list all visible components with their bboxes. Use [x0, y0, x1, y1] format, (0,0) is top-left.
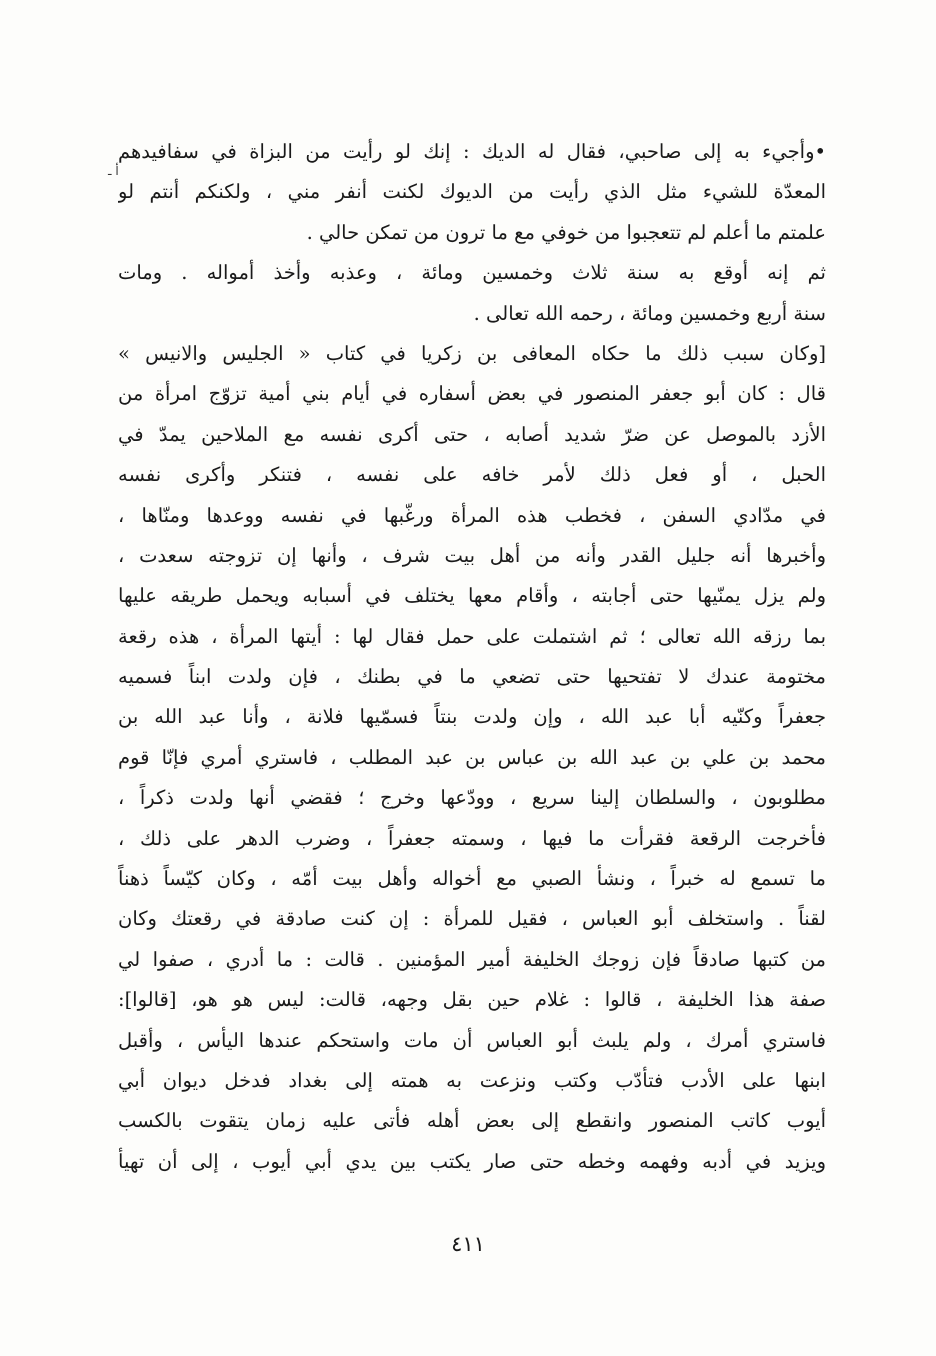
- text-line: وأخبرها أنه جليل القدر وأنه من أهل بيت شرف ، وأنها إن تزوجته سعدت ،: [118, 543, 826, 567]
- text-line: ولم يزل يمنّيها حتى أجابته ، وأقام معها يختلف في أسبابه ويحمل طريقه عليها: [118, 584, 826, 608]
- text-line: لقناً . واستخلف أبو العباس ، فقيل للمرأة : إن كنت صادقة في رقعتك وكان: [118, 907, 826, 931]
- text-line: سنة أربع وخمسين ومائة ، رحمه الله تعالى .: [473, 301, 826, 325]
- text-line: محمد بن علي بن عبد الله بن عباس بن عبد المطلب ، فاستري أمري فإنّا قوم: [118, 745, 826, 769]
- text-line: في مدّادي السفن ، فخطب هذه المرأة ورغّبها في نفسه ووعدها ومنّاها ،: [118, 503, 826, 527]
- text-line: أيوب كاتب المنصور وانقطع إلى بعض أهله فأتى عليه زمان يتقوت بالكسب: [118, 1109, 826, 1133]
- text-line: •وأجيء به إلى صاحبي، فقال له الديك : إنك لو رأيت من البزاة في سفافيدهم: [118, 140, 826, 163]
- text-line: ما تسمع له خبراً ، ونشأ الصبي مع أخواله وأهل بيت أمّه ، وكان كيّساً ذهناً: [118, 867, 826, 891]
- text-line: من كتبها صادقاً فإن زوجك الخليفة أمير المؤمنين . قالت : ما أدري ، صفوا لي: [118, 947, 826, 971]
- text-line: الحبل ، أو فعل ذلك لأمر خافه على نفسه ، فتنكر وأكرى نفسه: [118, 463, 826, 487]
- text-line: ثم إنه أوقع به سنة ثلاث وخمسين ومائة ، وعذبه وأخذ أمواله . ومات: [118, 261, 826, 285]
- text-line: ابنها على الأدب فتأدّب وكتب ونزعت به همته إلى بغداد فدخل ديوان أبي: [118, 1068, 826, 1092]
- text-line: مختومة عندك لا تفتحيها حتى تضعي ما في بطنك ، فإن ولدت ابناً فسميه: [118, 665, 826, 689]
- text-line: قال : كان أبو جعفر المنصور في بعض أسفاره في أيام بني أمية تزوّج امرأة من: [118, 382, 826, 406]
- text-line: فأخرجت الرقعة فقرأت ما فيها ، وسمته جعفراً ، وضرب الدهر على ذلك ،: [118, 826, 826, 850]
- body-text: [118, 132, 826, 1182]
- margin-mark: أ ـ: [108, 164, 119, 178]
- text-line: الأزد بالموصل عن ضرّ شديد أصابه ، حتى أكرى نفسه مع الملاحين يمدّ في: [118, 422, 826, 446]
- text-line: ويزيد في أدبه وفهمه وخطه حتى صار يكتب بين يدي أبي أيوب ، إلى أن تهيأ: [118, 1149, 826, 1173]
- text-line: علمتم ما أعلم لم تتعجبوا من خوفي مع ما ترون من تمكن حالي .: [306, 220, 826, 244]
- text-line: [وكان سبب ذلك ما حكاه المعافى بن زكريا في كتاب « الجليس والانيس »: [118, 341, 826, 365]
- text-line: فاستري أمرك ، ولم يلبث أبو العباس أن مات واستحكم عندها اليأس ، وأقبل: [118, 1028, 826, 1052]
- text-line: بما رزقه الله تعالى ؛ ثم اشتملت على حمل فقال لها : أيتها المرأة ، هذه رقعة: [118, 624, 826, 648]
- text-line: جعفراً وكنّيه أبا عبد الله ، وإن ولدت بنتاً فسمّيها فلانة ، وأنا عبد الله بن: [118, 705, 826, 729]
- page-number: ٤١١: [451, 1232, 485, 1256]
- text-line: صفة هذا الخليفة ، قالوا : غلام حين بقل وجهه، قالت: ليس هو هو، [قالوا]:: [118, 988, 826, 1012]
- text-line: مطلوبون ، والسلطان إلينا سريع ، وودّعها وخرج ؛ فقضي أنها ولدت ذكراً ،: [118, 786, 826, 810]
- text-line: المعدّة للشيء مثل الذي رأيت من الديوك لكنت أنفر مني ، ولكنكم أنتم لو: [118, 180, 826, 204]
